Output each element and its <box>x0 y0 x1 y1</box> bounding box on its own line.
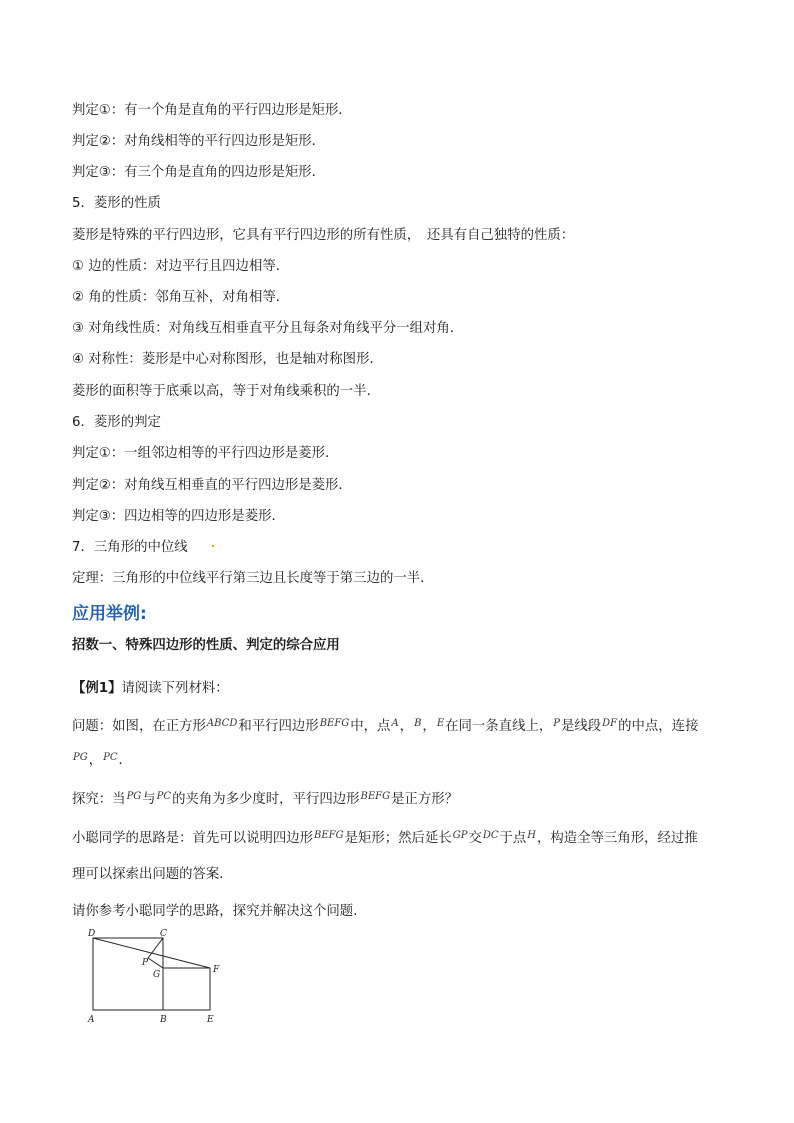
rhombus-intro: 菱形是特殊的平行四边形，它具有平行四边形的所有性质， 还具有自己独特的性质： <box>72 228 575 243</box>
section5-title: 5．菱形的性质 <box>72 196 161 211</box>
math-befg: BEFG <box>319 718 350 729</box>
rhombus-property-4: ④ 对称性：菱形是中心对称图形，也是轴对称图形． <box>72 352 383 367</box>
rect-criterion-3: 判定③：有三个角是直角的四边形是矩形． <box>72 165 326 180</box>
rect-criterion-2: 判定②：对角线相等的平行四边形是矩形． <box>72 134 326 149</box>
segment-pg <box>148 958 163 968</box>
thinking-line-2: 理可以探索出问题的答案． <box>72 867 233 882</box>
method-title: 招数一、特殊四边形的性质、判定的综合应用 <box>72 638 340 653</box>
rect-criterion-1: 判定①：有一个角是直角的平行四边形是矩形． <box>72 103 352 118</box>
label-d: D <box>88 929 96 939</box>
problem-line-2: $^{PG}$，$^{PC}$． <box>73 752 132 768</box>
thinking-line-1: 小聪同学的思路是：首先可以说明四边形$^{BEFG}$是矩形；然后延长$^{GP}$交$^{DC}$于点$^H$，构造全等三角形，经过推 <box>72 830 698 846</box>
examples-heading: 应用举例: <box>72 604 147 624</box>
geometry-figure <box>80 925 230 1030</box>
rhombus-criterion-2: 判定②：对角线互相垂直的平行四边形是菱形． <box>72 478 352 493</box>
label-e: E <box>207 1015 214 1025</box>
label-c: C <box>160 929 167 939</box>
label-p: P <box>142 958 149 968</box>
label-b: B <box>160 1015 167 1025</box>
section7-title: 7．三角形的中位线 <box>72 540 188 555</box>
midline-theorem: 定理：三角形的中位线平行第三边且长度等于第三边的一半． <box>72 571 434 586</box>
task-instruction: 请你参考小聪同学的思路，探究并解决这个问题． <box>72 904 367 919</box>
rhombus-criterion-1: 判定①：一组邻边相等的平行四边形是菱形． <box>72 446 339 461</box>
math-abcd: ABCD <box>206 718 238 729</box>
label-g: G <box>153 970 161 980</box>
parallelogram-befg <box>163 968 210 1010</box>
explore-question: 探究：当$^{PG}$与$^{PC}$的夹角为多少度时，平行四边形$^{BEFG}$是正方形？ <box>72 791 459 807</box>
example-label: 【例1】 <box>72 681 122 696</box>
section6-title: 6．菱形的判定 <box>72 415 161 430</box>
rhombus-property-2: ② 角的性质：邻角互补，对角相等． <box>72 290 290 305</box>
rhombus-property-3: ③ 对角线性质：对角线互相垂直平分且每条对角线平分一组对角． <box>72 321 464 336</box>
label-a: A <box>88 1015 95 1025</box>
example1-header <box>72 680 229 698</box>
label-f: F <box>213 965 220 975</box>
stray-dot <box>212 545 214 547</box>
example-intro: 请阅读下列材料： <box>121 681 229 696</box>
rhombus-criterion-3: 判定③：四边相等的四边形是菱形． <box>72 509 285 524</box>
rhombus-area: 菱形的面积等于底乘以高，等于对角线乘积的一半． <box>72 384 380 399</box>
rhombus-property-1: ① 边的性质：对边平行且四边相等． <box>72 259 290 274</box>
problem-line-1: 问题：如图，在正方形$^{ABCD}$和平行四边形$^{BEFG}$中，点$^A$，$^B$，$^E$在同一条直线上，$^P$是线段$^{DF}$的中点，连接 <box>72 718 699 734</box>
